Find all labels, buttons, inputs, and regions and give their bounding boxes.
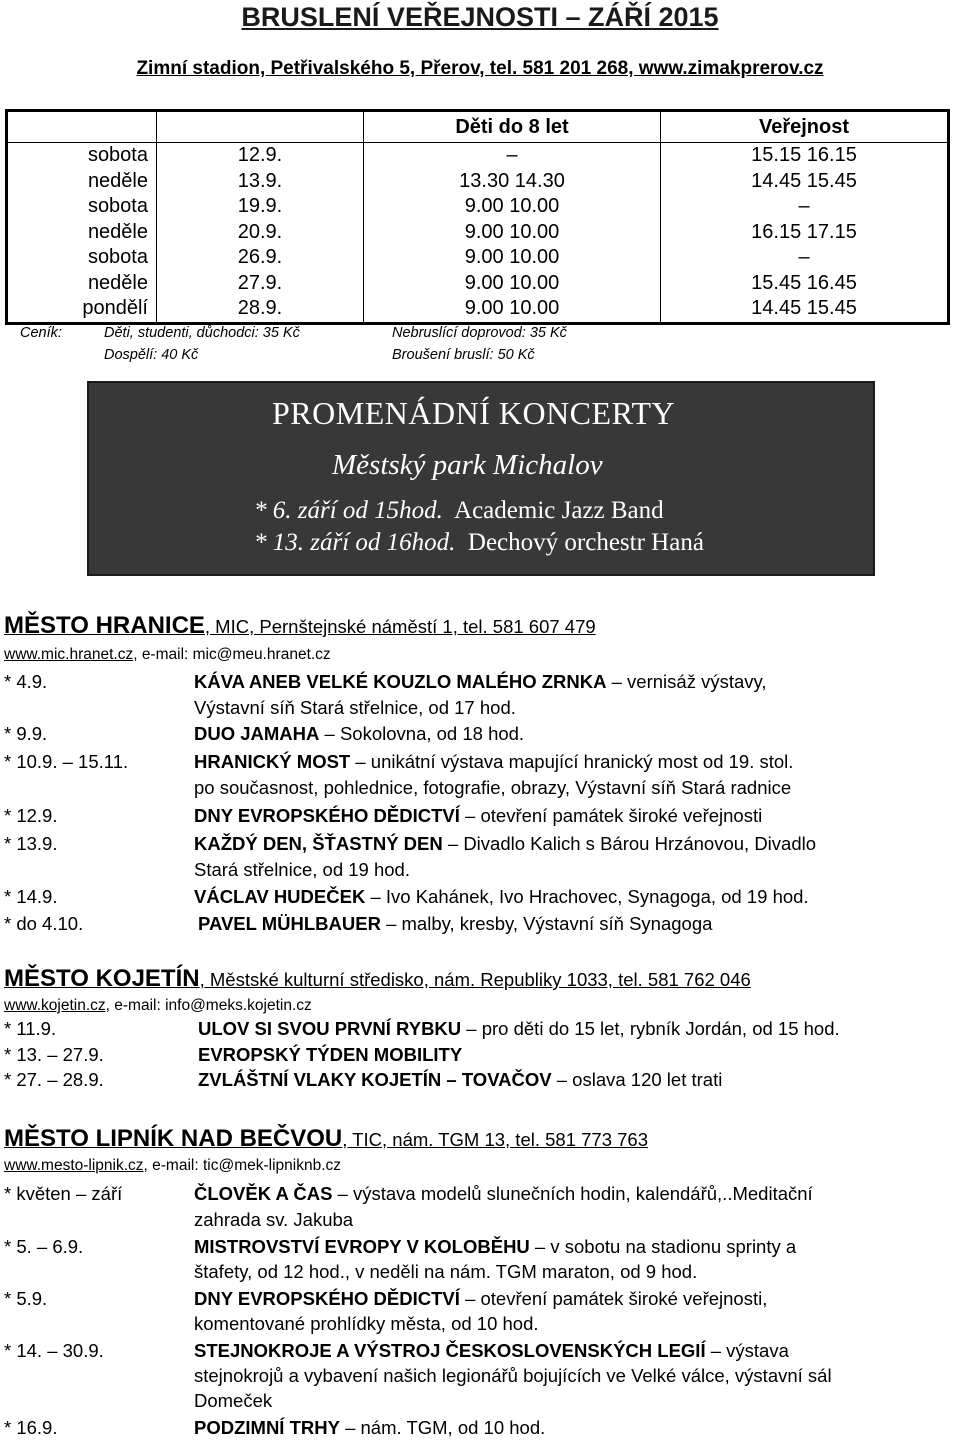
- kojetin-header: [4, 965, 751, 993]
- date-cell: 27.9.: [157, 271, 364, 297]
- event-title: KAŽDÝ DEN, ŠŤASTNÝ DEN: [194, 833, 443, 854]
- table-row: [7, 169, 949, 195]
- public-cell: 14.45 15.45: [661, 296, 949, 323]
- event-date: * 13.9.: [4, 833, 58, 854]
- day-cell: neděle: [7, 271, 157, 297]
- day-cell: pondělí: [7, 296, 157, 323]
- price-escort: Nebruslící doprovod: 35 Kč: [392, 325, 567, 341]
- hranice-info: , MIC, Pernštejnské náměstí 1, tel. 581 607 479: [204, 616, 596, 637]
- kojetin-name: MĚSTO KOJETÍN: [4, 965, 200, 992]
- concert-what: Academic Jazz Band: [454, 497, 664, 524]
- price-adults: Dospělí: 40 Kč: [104, 347, 199, 363]
- public-cell: 16.15 17.15: [661, 220, 949, 246]
- public-cell: –: [661, 245, 949, 271]
- event-desc: – unikátní výstava mapující hranický most od 19. stol.: [350, 751, 794, 772]
- hranice-web-link[interactable]: www.mic.hranet.cz: [4, 646, 134, 663]
- event-title: KÁVA ANEB VELKÉ KOUZLO MALÉHO ZRNKA: [194, 671, 607, 692]
- hranice-header: [4, 612, 596, 640]
- event-cont: Stará střelnice, od 19 hod.: [194, 859, 410, 880]
- event-desc: – výstava: [705, 1340, 789, 1361]
- day-cell: sobota: [7, 245, 157, 271]
- event-cont: po současnost, pohlednice, fotografie, obrazy, Výstavní síň Stará radnice: [194, 777, 792, 798]
- day-cell: neděle: [7, 220, 157, 246]
- event-title: ULOV SI SVOU PRVNÍ RYBKU: [198, 1018, 462, 1039]
- event-title: ZVLÁŠTNÍ VLAKY KOJETÍN – TOVAČOV: [198, 1069, 552, 1090]
- kids-cell: 9.00 10.00: [364, 220, 661, 246]
- event-desc: – otevření památek široké veřejnosti: [459, 805, 763, 826]
- concert-what: Dechový orchestr Haná: [467, 529, 704, 556]
- event-title: VÁCLAV HUDEČEK: [194, 886, 366, 907]
- event-cont: štafety, od 12 hod., v neděli na nám. TGM maraton, od 9 hod.: [194, 1261, 698, 1282]
- event-cont: stejnokrojů a vybavení našich legionářů bojujících ve Velké válce, výstavní sál: [194, 1365, 832, 1386]
- header-day: [7, 111, 157, 143]
- event-line: [194, 751, 793, 773]
- header-public: Veřejnost: [661, 111, 949, 143]
- table-row: [7, 194, 949, 220]
- event-desc: – Sokolovna, od 18 hod.: [319, 723, 525, 744]
- table-row: [7, 271, 949, 297]
- event-date: * 11.9.: [4, 1018, 57, 1039]
- kids-cell: 9.00 10.00: [364, 194, 661, 220]
- event-line: [194, 833, 816, 855]
- event-date: * 5. – 6.9.: [4, 1236, 84, 1257]
- event-cont: komentované prohlídky města, od 10 hod.: [194, 1313, 539, 1334]
- event-line: [198, 913, 712, 935]
- concert-item: [254, 497, 664, 525]
- event-title: DNY EVROPSKÉHO DĚDICTVÍ: [194, 805, 460, 826]
- day-cell: sobota: [7, 194, 157, 220]
- event-title: PAVEL MÜHLBAUER: [198, 913, 381, 934]
- price-label: Ceník:: [20, 325, 62, 341]
- kids-cell: 13.30 14.30: [364, 169, 661, 195]
- date-cell: 28.9.: [157, 296, 364, 323]
- event-date: * 12.9.: [4, 805, 58, 826]
- event-desc: – výstava modelů slunečních hodin, kalendářů,..Meditační: [332, 1183, 813, 1204]
- event-line: [194, 805, 762, 827]
- event-date: * 16.9.: [4, 1417, 58, 1438]
- event-desc: – v sobotu na stadionu sprinty a: [529, 1236, 797, 1257]
- event-line: [194, 1417, 545, 1439]
- table-row: [7, 143, 949, 169]
- event-date: * 14.9.: [4, 886, 58, 907]
- concert-item: [254, 529, 704, 557]
- public-cell: –: [661, 194, 949, 220]
- event-line: [194, 1183, 813, 1205]
- event-date: * 5.9.: [4, 1288, 48, 1309]
- event-line: [198, 1018, 840, 1040]
- event-line: [194, 1340, 789, 1362]
- event-desc: – oslava 120 let trati: [551, 1069, 723, 1090]
- kojetin-email: , e-mail: info@meks.kojetin.cz: [105, 997, 312, 1014]
- event-line: [198, 1044, 462, 1066]
- event-desc: – otevření památek široké veřejnosti,: [459, 1288, 768, 1309]
- header-kids: Děti do 8 let: [364, 111, 661, 143]
- page-title: BRUSLENÍ VEŘEJNOSTI – ZÁŘÍ 2015: [241, 2, 719, 32]
- event-title: ČLOVĚK A ČAS: [194, 1183, 333, 1204]
- public-cell: 15.15 16.15: [661, 143, 949, 169]
- event-title: MISTROVSTVÍ EVROPY V KOLOBĚHU: [194, 1236, 530, 1257]
- event-title: PODZIMNÍ TRHY: [194, 1417, 340, 1438]
- lipnik-header: [4, 1125, 648, 1153]
- event-title: STEJNOKROJE A VÝSTROJ ČESKOSLOVENSKÝCH LEGIÍ: [194, 1340, 706, 1361]
- lipnik-email: , e-mail: tic@mek-lipniknb.cz: [143, 1157, 342, 1174]
- event-line: [198, 1069, 722, 1091]
- date-cell: 19.9.: [157, 194, 364, 220]
- event-desc: – malby, kresby, Výstavní síň Synagoga: [380, 913, 713, 934]
- event-date: * do 4.10.: [4, 913, 84, 934]
- price-children: Děti, studenti, důchodci: 35 Kč: [104, 325, 300, 341]
- lipnik-web-link[interactable]: www.mesto-lipnik.cz: [4, 1157, 144, 1174]
- event-date: * 4.9.: [4, 671, 48, 692]
- concert-when: * 13. září od 16hod.: [254, 529, 456, 556]
- table-row: [7, 296, 949, 323]
- kojetin-web-link[interactable]: www.kojetin.cz: [4, 997, 106, 1014]
- event-date: * 10.9. – 15.11.: [4, 751, 129, 772]
- skating-table: [5, 109, 950, 325]
- table-row: [7, 245, 949, 271]
- event-date: * 14. – 30.9.: [4, 1340, 104, 1361]
- public-cell: 14.45 15.45: [661, 169, 949, 195]
- event-cont: Domeček: [194, 1390, 273, 1411]
- event-cont: Výstavní síň Stará střelnice, od 17 hod.: [194, 697, 516, 718]
- public-cell: 15.45 16.45: [661, 271, 949, 297]
- date-cell: 20.9.: [157, 220, 364, 246]
- kids-cell: –: [364, 143, 661, 169]
- concert-when: * 6. září od 15hod.: [254, 497, 443, 524]
- concerts-box: [87, 381, 875, 576]
- price-sharpening: Broušení bruslí: 50 Kč: [392, 347, 535, 363]
- kojetin-contact: [4, 997, 312, 1015]
- concerts-place: Městský park Michalov: [332, 449, 603, 481]
- hranice-contact: [4, 646, 331, 664]
- kids-cell: 9.00 10.00: [364, 271, 661, 297]
- hranice-email: , e-mail: mic@meu.hranet.cz: [133, 646, 331, 663]
- event-title: HRANICKÝ MOST: [194, 751, 351, 772]
- date-cell: 26.9.: [157, 245, 364, 271]
- day-cell: neděle: [7, 169, 157, 195]
- lipnik-contact: [4, 1157, 341, 1175]
- event-date: * 13. – 27.9.: [4, 1044, 104, 1065]
- event-desc: – Divadlo Kalich s Bárou Hrzánovou, Divadlo: [442, 833, 817, 854]
- lipnik-info: , TIC, nám. TGM 13, tel. 581 773 763: [342, 1129, 649, 1150]
- kojetin-info: , Městské kulturní středisko, nám. Republiky 1033, tel. 581 762 046: [199, 969, 751, 990]
- event-line: [194, 1236, 796, 1258]
- date-cell: 13.9.: [157, 169, 364, 195]
- event-title: DUO JAMAHA: [194, 723, 320, 744]
- event-date: * 9.9.: [4, 723, 48, 744]
- event-line: [194, 671, 767, 693]
- day-cell: sobota: [7, 143, 157, 169]
- event-desc: – pro děti do 15 let, rybník Jordán, od 15 hod.: [461, 1018, 840, 1039]
- date-cell: 12.9.: [157, 143, 364, 169]
- event-cont: zahrada sv. Jakuba: [194, 1209, 354, 1230]
- hranice-name: MĚSTO HRANICE: [4, 612, 205, 639]
- event-date: * květen – září: [4, 1183, 123, 1204]
- table-header-row: [7, 111, 949, 143]
- stadium-info: Zimní stadion, Petřivalského 5, Přerov, tel. 581 201 268, www.zimakprerov.cz: [136, 58, 824, 79]
- event-title: DNY EVROPSKÉHO DĚDICTVÍ: [194, 1288, 460, 1309]
- event-desc: – nám. TGM, od 10 hod.: [339, 1417, 546, 1438]
- event-line: [194, 886, 809, 908]
- event-desc: – vernisáž výstavy,: [606, 671, 767, 692]
- event-line: [194, 723, 524, 745]
- event-title: EVROPSKÝ TÝDEN MOBILITY: [198, 1044, 463, 1065]
- event-line: [194, 1288, 767, 1310]
- header-date: [157, 111, 364, 143]
- event-date: * 27. – 28.9.: [4, 1069, 104, 1090]
- kids-cell: 9.00 10.00: [364, 245, 661, 271]
- table-row: [7, 220, 949, 246]
- concerts-title: PROMENÁDNÍ KONCERTY: [272, 395, 676, 431]
- lipnik-name: MĚSTO LIPNÍK NAD BEČVOU: [4, 1125, 343, 1152]
- kids-cell: 9.00 10.00: [364, 296, 661, 323]
- event-desc: – Ivo Kahánek, Ivo Hrachovec, Synagoga, od 19 hod.: [365, 886, 809, 907]
